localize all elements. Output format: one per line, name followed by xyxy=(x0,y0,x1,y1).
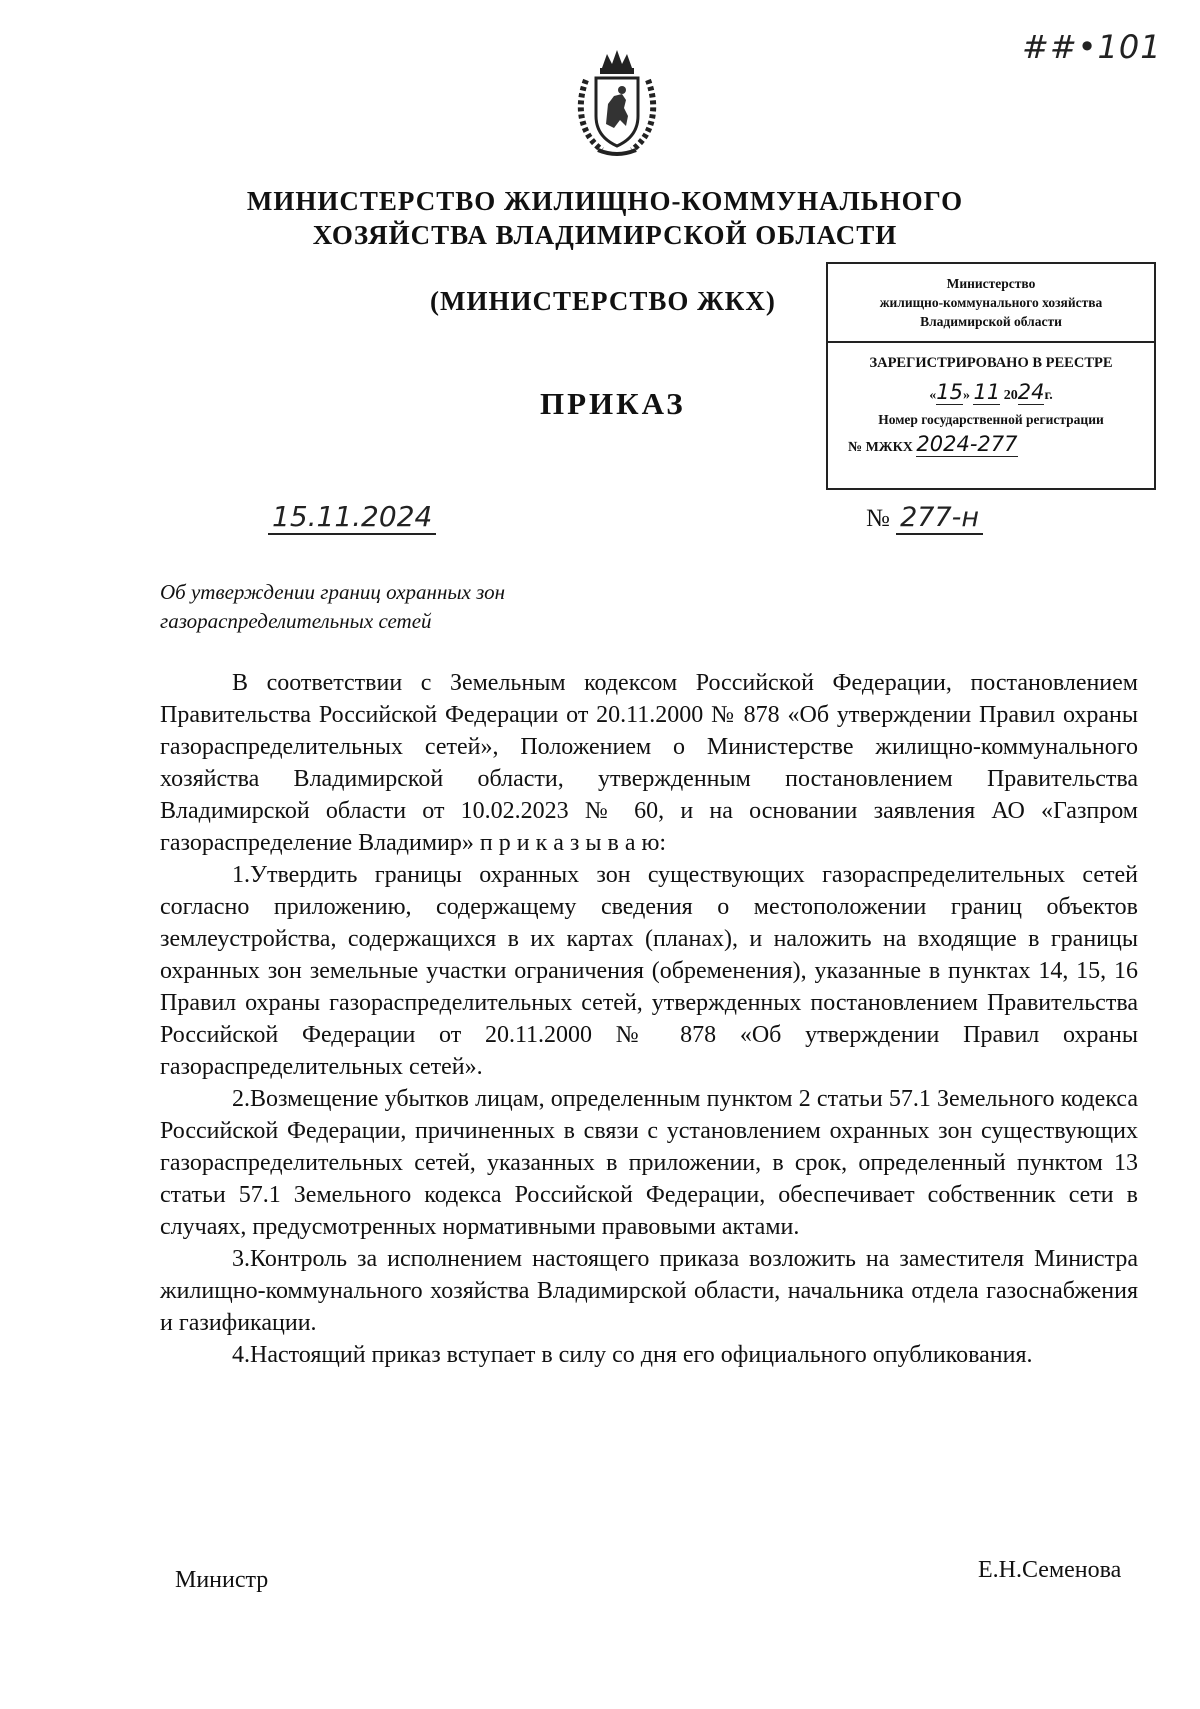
registration-stamp xyxy=(826,262,1156,490)
item-number: 2. xyxy=(232,1086,250,1112)
item-text: Настоящий приказ вступает в силу со дня его официального опубликования. xyxy=(250,1342,1033,1368)
order-item xyxy=(160,1339,1138,1371)
stamp-year-suffix: 24 xyxy=(1017,380,1045,404)
stamp-reg-number-label: Номер государственной регистрации xyxy=(878,412,1104,427)
order-item xyxy=(160,1083,1138,1243)
document-date: 15.11.2024 xyxy=(268,500,436,535)
document-type-heading: ПРИКАЗ xyxy=(540,386,686,421)
handwritten-registry-mark: ##•101 xyxy=(1022,28,1162,66)
stamp-divider xyxy=(828,341,1154,343)
preamble-paragraph: В соответствии с Земельным кодексом Российской Федерации, постановлением Правительства Российской Федерации от 20.11.2000 № 878 «Об утверждении Правил охраны газораспределительных сетей», Положением о Министерстве жилищно-коммунального хозяйства Владимирской области, утвержденным постановлением Правительства Владимирской области от 10.02.2023 № 60, и на основании заявления АО «Газпром газораспределение Владимир» п р и к а з ы в а ю: xyxy=(160,670,1138,856)
item-number: 4. xyxy=(232,1342,250,1368)
subject-line: Об утверждении границ охранных зон xyxy=(160,580,506,604)
stamp-org-line: жилищно-коммунального хозяйства xyxy=(879,295,1103,310)
document-body xyxy=(160,667,1138,1371)
stamp-reg-number xyxy=(828,432,1154,456)
item-number: 3. xyxy=(232,1246,250,1272)
ministry-title-line2: ХОЗЯЙСТВА ВЛАДИМИРСКОЙ ОБЛАСТИ xyxy=(312,220,898,250)
item-text: Возмещение убытков лицам, определенным пунктом 2 статьи 57.1 Земельного кодекса Российской Федерации, причиненных в связи с установлением охранных зон существующих газораспределительных сетей, указанных в приложении, в срок, определенный пунктом 13 статьи 57.1 Земельного кодекса Российской Федерации, обеспечивает собственник сети в случаях, предусмотренных нормативными правовыми актами. xyxy=(160,1086,1138,1240)
document-subject xyxy=(160,578,505,636)
stamp-org-line: Министерство xyxy=(946,276,1036,291)
stamp-reg-prefix: № МЖКХ xyxy=(848,440,913,455)
stamp-organization xyxy=(828,264,1154,331)
stamp-day: 15 xyxy=(936,380,963,404)
item-text: Контроль за исполнением настоящего приказа возложить на заместителя Министра жилищно-коммунального хозяйства Владимирской области, начальника отдела газоснабжения и газификации. xyxy=(160,1246,1138,1336)
order-item xyxy=(160,1243,1138,1339)
stamp-reg-value: 2024-277 xyxy=(916,432,1018,456)
stamp-registered-label: ЗАРЕГИСТРИРОВАНО В РЕЕСТРЕ xyxy=(869,355,1113,371)
stamp-year-unit: г. xyxy=(1044,388,1053,403)
document-number xyxy=(866,502,983,533)
stamp-org-line: Владимирской области xyxy=(920,314,1062,329)
stamp-month: 11 xyxy=(973,380,1001,404)
order-item xyxy=(160,859,1138,1083)
stamp-year-prefix: 20 xyxy=(1003,388,1018,403)
item-text: Утвердить границы охранных зон существующих газораспределительных сетей согласно приложению, содержащему сведения о местоположении границ объектов землеустройства, содержащихся в их картах (планах), и наложить на входящие в границы охранных зон земельные участки ограничения (обременения), указанные в пунктах 14, 15, 16 Правил охраны газораспределительных сетей, утвержденных постановлением Правительства Российской Федерации от 20.11.2000 № 878 «Об утверждении Правил охраны газораспределительных сетей». xyxy=(160,862,1138,1080)
ministry-title-line1: МИНИСТЕРСТВО ЖИЛИЩНО-КОММУНАЛЬНОГО xyxy=(246,186,964,216)
stamp-date: «15» 11 2024г. xyxy=(929,380,1053,404)
subject-line: газораспределительных сетей xyxy=(160,609,432,633)
item-number: 1. xyxy=(232,862,250,888)
coat-of-arms-emblem xyxy=(572,46,662,158)
document-number-value: 277-н xyxy=(896,502,983,535)
document-number-prefix: № xyxy=(866,505,890,532)
signer-position: Министр xyxy=(175,1567,269,1593)
ministry-abbreviation: (МИНИСТЕРСТВО ЖКХ) xyxy=(430,286,776,316)
signer-name: Е.Н.Семенова xyxy=(978,1557,1122,1583)
